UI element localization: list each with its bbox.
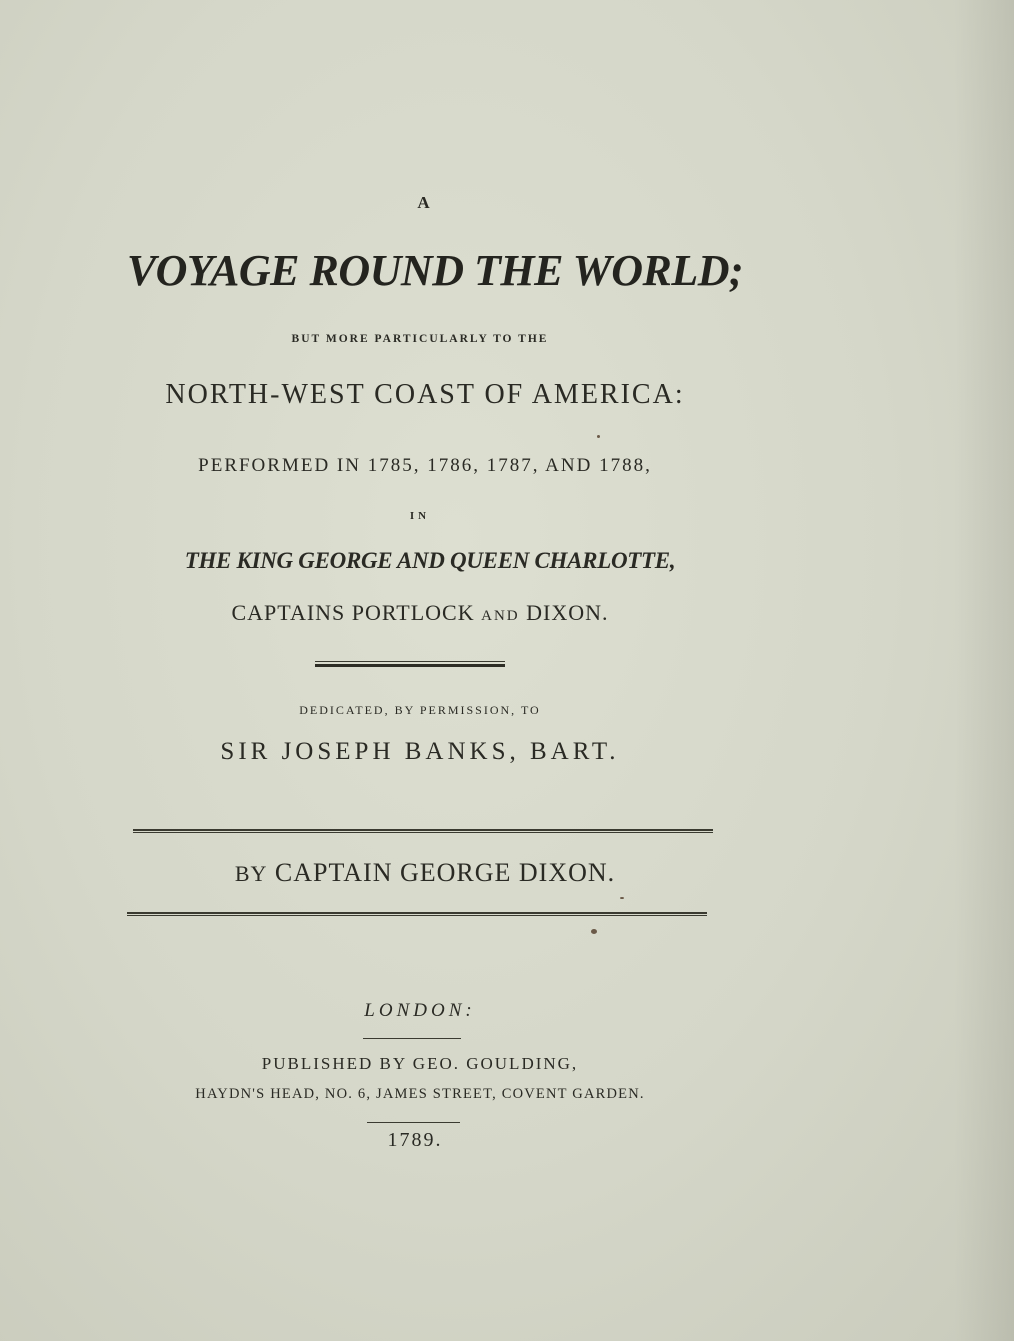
author-name: CAPTAIN GEORGE DIXON. — [274, 858, 616, 887]
author-line — [170, 858, 680, 888]
double-rule-top — [133, 829, 713, 833]
paper-speck — [591, 929, 597, 934]
page-edge-shading — [954, 0, 1014, 1341]
dedication-line: DEDICATED, BY PERMISSION, TO — [299, 703, 541, 717]
dedicatee-line: SIR JOSEPH BANKS, BART. — [220, 738, 620, 765]
ornamental-rule — [315, 661, 505, 667]
captains-and: AND — [481, 608, 520, 624]
in-line: IN — [409, 510, 431, 522]
imprint-city: LONDON: — [364, 1000, 476, 1021]
paper-speck — [620, 897, 624, 899]
imprint-address: HAYDN'S HEAD, NO. 6, JAMES STREET, COVENT GARDEN. — [195, 1086, 645, 1102]
imprint-year: 1789. — [387, 1129, 443, 1151]
coast-line: NORTH-WEST COAST OF AMERICA: — [165, 379, 685, 410]
author-by: BY — [234, 861, 268, 886]
captains-line — [170, 600, 670, 626]
captains-part2: DIXON. — [526, 600, 609, 625]
year-rule — [367, 1122, 460, 1123]
main-title: VOYAGE ROUND THE WORLD; — [126, 246, 744, 295]
paper-speck — [597, 435, 600, 438]
city-rule — [363, 1038, 461, 1039]
ships-line: THE KING GEORGE AND QUEEN CHARLOTTE, — [184, 548, 676, 573]
imprint-publisher: PUBLISHED BY GEO. GOULDING, — [261, 1054, 579, 1073]
captains-part1: CAPTAINS PORTLOCK — [231, 600, 475, 625]
double-rule-bottom — [127, 912, 707, 916]
performed-line: PERFORMED IN 1785, 1786, 1787, AND 1788, — [198, 455, 652, 476]
article-a: A — [417, 193, 431, 212]
subtitle-line: BUT MORE PARTICULARLY TO THE — [291, 333, 549, 345]
